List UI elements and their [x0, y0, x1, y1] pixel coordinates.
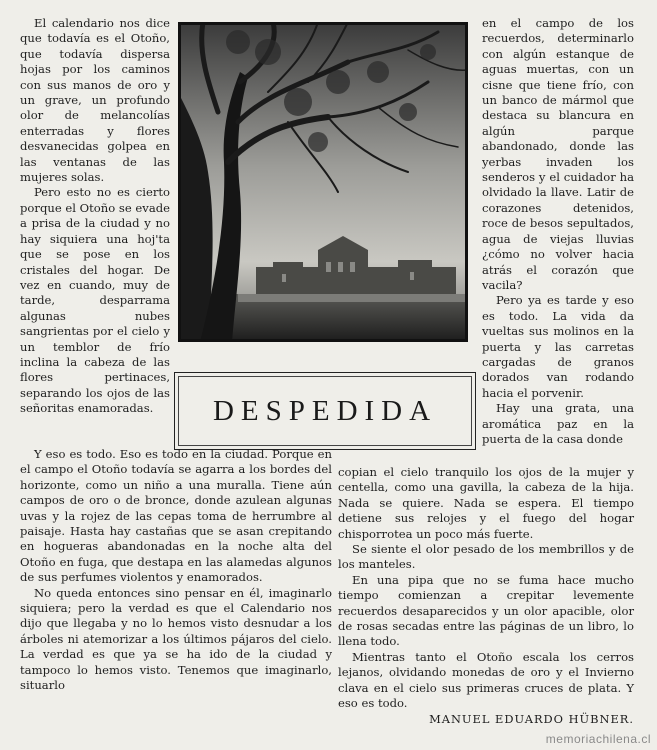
paragraph: copian el cielo tranquilo los ojos de la mujer y centella, como una gavilla, la cabeza de la hija. Nada se quiere. Nada se espera. El tiempo detiene sus relojes y el fuego del hogar chisporrotea un poco más fuerte.	[338, 465, 634, 541]
paragraph: Hay una grata, una aromática paz en la puerta de la casa donde	[482, 401, 634, 446]
paragraph: El calendario nos dice que todavía es el Otoño, que todavía dispersa hojas por los caminos con sus manos de oro y un grave, un profundo olor de melancolías enterradas y flores desvanecidas golpea en las ventanas de las mujeres solas.	[20, 16, 170, 185]
title-frame	[174, 372, 476, 450]
paragraph: No queda entonces sino pensar en él, imaginarlo siquiera; pero la verdad es que el Calendario nos dijo que llegaba y no lo hemos visto desnudar a los árboles ni atemorizar a los últimos pájaros del cielo. La verdad es que ya se ha ido de la ciudad y tampoco lo hemos visto. Tenemos que imaginarlo, situarlo	[20, 585, 332, 693]
paragraph: Se siente el olor pesado de los membrillos y de los manteles.	[338, 542, 634, 572]
text-column-left-bottom	[20, 447, 332, 694]
paragraph: Pero esto no es cierto porque el Otoño se evade a prisa de la ciudad y no hay siquiera una hoj'ta que se pose en los cristales del hogar. De vez en cuando, muy de tarde, desparrama algunas nubes sangrientas por el cielo y un temblor de frío inclina la cabeza de las flores pertinaces, separando los ojos de las señoritas enamoradas.	[20, 185, 171, 416]
paragraph: en el campo de los recuerdos, determinarlo con algún estanque de aguas muertas, con un cisne que tiene frío, con un banco de mármol que destaca su blancura en algún parque abandonado, donde las yerbas invaden los senderos y el cuidador ha olvidado la llave. Latir de corazones detenidos, roce de besos sepultados, agua de viejas lluvias ¿cómo no volver hacia atrás el corazón que vacila?	[482, 16, 634, 292]
watermark: memoriachilena.cl	[545, 732, 651, 746]
text-column-left-top	[20, 16, 170, 417]
article-title: DESPEDIDA	[212, 394, 438, 427]
paragraph: Y eso es todo. Eso es todo en la ciudad. Porque en el campo el Otoño todavía se agarra a los bordes del horizonte, como un niño a una muralla. Tiene aún campos de oro o de bronce, donde azulean algunas uvas y la rojez de las cepas toma de herrumbre al paisaje. Hasta hay castañas que se asan crepitando en hogueras abandonadas en la noche alta del Otoño en fuga, que destapa en las alamedas algunos de sus perfumes violentos y enamorados.	[20, 447, 332, 585]
paragraph: Pero ya es tarde y eso es todo. La vida da vueltas sus molinos en la puerta y las carretas cargadas de granos dorados van rodando hacia el porvenir.	[482, 293, 634, 400]
text-column-right-bottom	[338, 465, 634, 712]
autumn-park-photo	[178, 22, 468, 342]
author-signature: MANUEL EDUARDO HÜBNER.	[429, 712, 634, 726]
paragraph: Mientras tanto el Otoño escala los cerros lejanos, olvidando monedas de oro y el Invierno clava en el cielo sus primeras cruces de plata. Y eso es todo.	[338, 649, 634, 711]
text-column-right-top	[482, 16, 634, 447]
paragraph: En una pipa que no se fuma hace mucho tiempo comienzan a crepitar levemente recuerdos desaparecidos y un olor apacible, olor de rosas secadas entre las páginas de un libro, lo llena todo.	[338, 572, 634, 649]
